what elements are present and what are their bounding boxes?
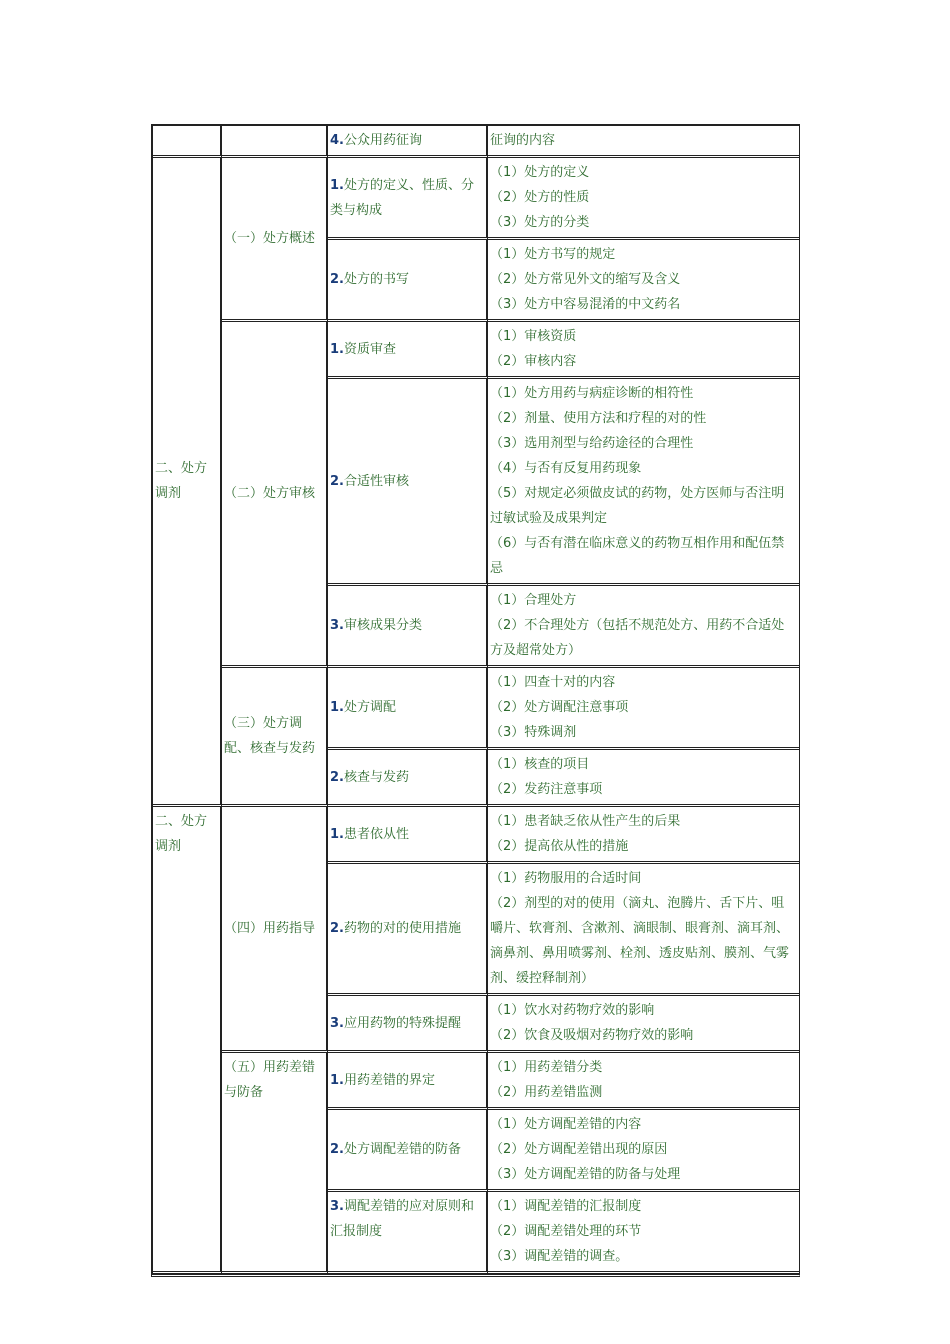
topic-title: 患者依从性: [343, 826, 409, 842]
topic-number: 2.: [330, 921, 344, 936]
topic-cell: [328, 240, 488, 322]
content-item: （1）审核资质: [490, 329, 577, 344]
content-item: （1）用药差错分类: [490, 1060, 603, 1075]
content-item: （1）药物服用的合适时间: [490, 871, 642, 886]
content-cell: [488, 240, 799, 322]
content-item: （1）核查的项目: [490, 757, 590, 772]
content-item: （2）提高依从性的措施: [490, 839, 629, 854]
content-item: 征询的内容: [490, 133, 556, 148]
content-item: （1）患者缺乏依从性产生的后果: [490, 814, 681, 829]
content-cell: [488, 1110, 799, 1192]
content-cell: [488, 864, 799, 996]
topic-title: 合适性审核: [343, 473, 409, 489]
content-item: （1）合理处方: [490, 593, 577, 608]
topic-title: 资质审查: [343, 341, 396, 357]
content-item: （2）不合理处方（包括不规范处方、用药不合适处方及超常处方）: [490, 618, 785, 658]
content-item: （2）发药注意事项: [490, 782, 603, 797]
content-item: （1）处方调配差错的内容: [490, 1117, 642, 1132]
topic-number: 2.: [330, 272, 344, 287]
topic-title: 审核成果分类: [343, 618, 422, 633]
content-item: （2）剂量、使用方法和疗程的对的性: [490, 411, 707, 426]
table-row: [153, 807, 799, 864]
subsection-cell: （三）处方调配、核查与发药: [222, 668, 328, 807]
content-item: （2）处方调配注意事项: [490, 700, 629, 715]
subsection-cell: （一）处方概述: [222, 158, 328, 322]
content-item: （2）调配差错处理的环节: [490, 1224, 642, 1239]
topic-number: 4.: [330, 133, 344, 148]
topic-title: 处方的定义、性质、分类与构成: [330, 177, 474, 218]
topic-title: 用药差错的界定: [343, 1072, 435, 1088]
content-cell: [488, 750, 799, 807]
content-cell: [488, 158, 799, 240]
topic-cell: [328, 996, 488, 1053]
topic-cell: [328, 1192, 488, 1274]
topic-number: 2.: [330, 473, 344, 489]
topic-number: 3.: [330, 618, 344, 633]
content-cell: [488, 586, 799, 668]
content-cell: [488, 1053, 799, 1110]
content-item: （2）剂型的对的使用（滴丸、泡腾片、舌下片、咀嚼片、软膏剂、含漱剂、滴眼制、眼膏剂、滴耳剂、滴鼻剂、鼻用喷雾剂、栓剂、透皮贴剂、膜剂、气雾剂、缓控释制剂）: [490, 896, 790, 986]
topic-cell: [328, 864, 488, 996]
topic-cell: [328, 126, 488, 158]
content-item: （3）特殊调剂: [490, 725, 577, 740]
subsection-cell: （二）处方审核: [222, 322, 328, 668]
content-item: （1）处方用药与病症诊断的相符性: [490, 386, 694, 401]
topic-number: 1.: [330, 1072, 344, 1088]
section-cell: [153, 126, 222, 158]
content-cell: [488, 1192, 799, 1274]
topic-number: 3.: [330, 1199, 344, 1214]
syllabus-table: [151, 124, 800, 1277]
content-cell: [488, 807, 799, 864]
content-item: （1）处方的定义: [490, 165, 590, 180]
topic-cell: [328, 750, 488, 807]
topic-title: 核查与发药: [343, 769, 409, 785]
content-item: （3）处方的分类: [490, 215, 590, 230]
content-item: （6）与否有潜在临床意义的药物互相作用和配伍禁忌: [490, 536, 785, 576]
content-cell: [488, 379, 799, 586]
topic-title: 调配差错的应对原则和汇报制度: [330, 1199, 474, 1239]
topic-title: 公众用药征询: [343, 133, 422, 148]
topic-cell: [328, 1110, 488, 1192]
content-item: （2）饮食及吸烟对药物疗效的影响: [490, 1028, 694, 1043]
content-item: （1）饮水对药物疗效的影响: [490, 1003, 655, 1018]
section-cell: 二、处方调剂: [153, 158, 222, 807]
content-item: （2）处方调配差错出现的原因: [490, 1142, 668, 1157]
content-cell: [488, 126, 799, 158]
content-item: （1）四查十对的内容: [490, 675, 616, 690]
content-item: （1）调配差错的汇报制度: [490, 1199, 642, 1214]
subsection-cell: （四）用药指导: [222, 807, 328, 1053]
topic-number: 2.: [330, 769, 344, 785]
subsection-cell: （五）用药差错与防备: [222, 1053, 328, 1274]
topic-title: 应用药物的特殊提醒: [343, 1015, 461, 1031]
content-item: （3）处方调配差错的防备与处理: [490, 1167, 681, 1182]
topic-cell: [328, 586, 488, 668]
content-cell: [488, 322, 799, 379]
table-row: [153, 668, 799, 750]
topic-title: 处方调配: [343, 700, 396, 715]
topic-cell: [328, 807, 488, 864]
subsection-cell: [222, 126, 328, 158]
topic-cell: [328, 158, 488, 240]
content-item: （1）处方书写的规定: [490, 247, 616, 262]
table-row: [153, 322, 799, 379]
table-row: [153, 158, 799, 240]
content-cell: [488, 668, 799, 750]
topic-number: 1.: [330, 341, 344, 357]
content-item: （2）处方的性质: [490, 190, 590, 205]
topic-number: 1.: [330, 177, 344, 193]
topic-title: 药物的对的使用措施: [343, 921, 461, 936]
topic-cell: [328, 379, 488, 586]
topic-cell: [328, 322, 488, 379]
table-row: [153, 1053, 799, 1110]
topic-cell: [328, 668, 488, 750]
topic-number: 3.: [330, 1015, 344, 1031]
table-row: [153, 126, 799, 158]
topic-title: 处方的书写: [343, 272, 409, 287]
content-item: （2）用药差错监测: [490, 1085, 603, 1100]
topic-number: 1.: [330, 826, 344, 842]
content-item: （3）处方中容易混淆的中文药名: [490, 297, 681, 312]
section-cell: 二、处方调剂: [153, 807, 222, 1274]
content-item: （4）与否有反复用药现象: [490, 461, 642, 476]
topic-number: 2.: [330, 1142, 344, 1157]
topic-number: 1.: [330, 700, 344, 715]
content-cell: [488, 996, 799, 1053]
content-item: （2）处方常见外文的缩写及含义: [490, 272, 681, 287]
content-item: （3）选用剂型与给药途径的合理性: [490, 436, 694, 451]
topic-title: 处方调配差错的防备: [343, 1142, 461, 1157]
content-item: （5）对规定必须做皮试的药物，处方医师与否注明过敏试验及成果判定: [490, 486, 785, 526]
content-item: （3）调配差错的调查。: [490, 1249, 629, 1264]
content-item: （2）审核内容: [490, 354, 577, 369]
topic-cell: [328, 1053, 488, 1110]
